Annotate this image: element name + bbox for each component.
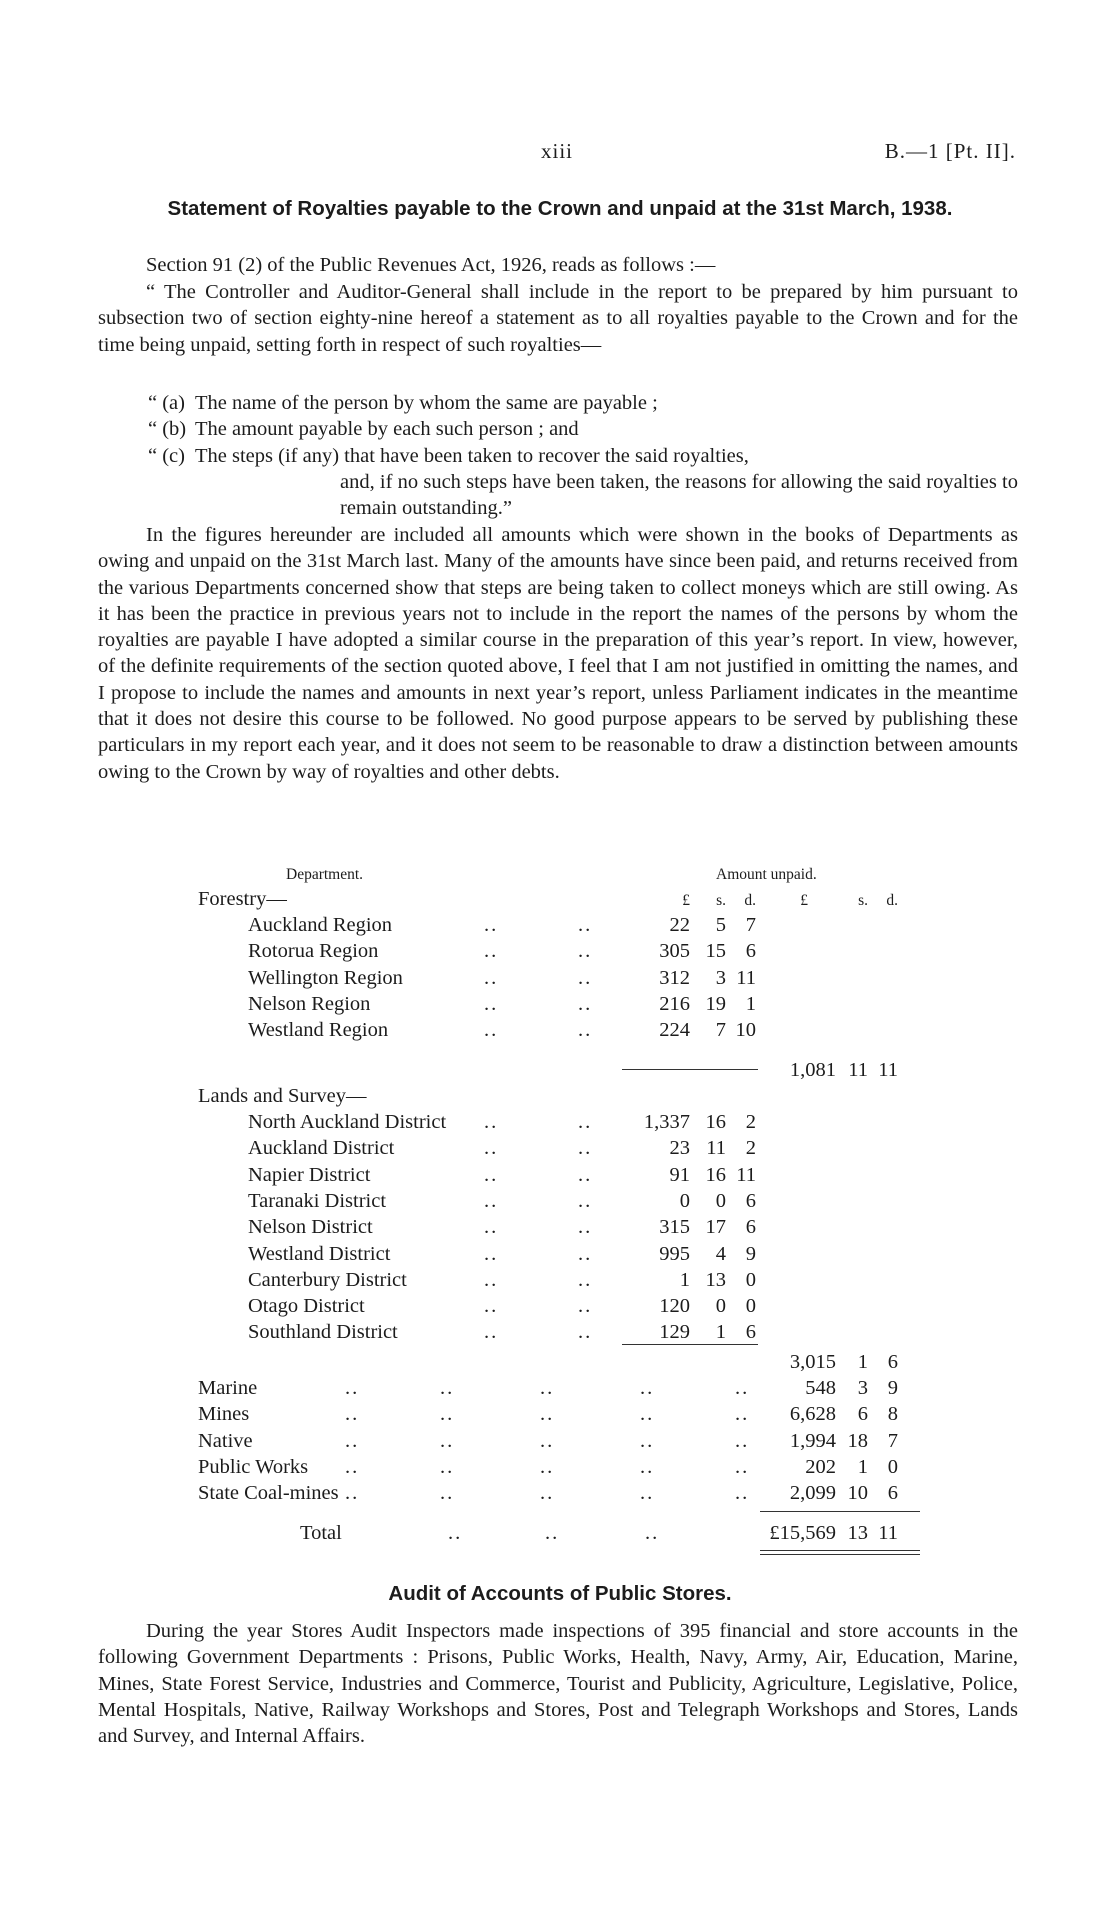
currency-header-shillings: s. <box>716 892 726 909</box>
subtotal-pounds: 1,081 <box>789 1059 836 1081</box>
leader-dots: .. <box>440 1377 455 1399</box>
lands-row <box>0 1216 1114 1242</box>
amount-shillings: 18 <box>847 1429 868 1452</box>
stores-heading: Audit of Accounts of Public Stores. <box>388 1582 732 1605</box>
leader-dots: .. <box>440 1429 455 1452</box>
department-row <box>0 1377 1114 1403</box>
amount-pounds: 312 <box>659 966 690 989</box>
department-name: Nelson Region <box>248 992 371 1015</box>
forestry-row <box>0 940 1114 966</box>
leader-dots: .. <box>645 1522 660 1544</box>
amount-shillings: 3 <box>857 1377 868 1399</box>
leader-dots: .. <box>578 992 593 1015</box>
currency-header-pence: d. <box>744 892 756 909</box>
currency-header-pounds-total: £ <box>800 892 808 909</box>
leader-dots: .. <box>578 1137 593 1160</box>
leader-dots: .. <box>578 1268 593 1291</box>
lands-header-row <box>0 1085 1114 1111</box>
amount-shillings: 3 <box>715 966 726 989</box>
amount-pence: 10 <box>735 1019 756 1042</box>
leader-dots: .. <box>345 1377 360 1399</box>
amount-shillings: 1 <box>857 1455 868 1478</box>
leader-dots: .. <box>484 1137 499 1160</box>
amount-column-header: Amount unpaid. <box>716 866 817 883</box>
leader-dots: .. <box>484 1163 499 1186</box>
amount-pence: 6 <box>745 940 756 963</box>
amount-pence: 6 <box>745 1189 756 1212</box>
leader-dots: .. <box>735 1482 750 1505</box>
leader-dots: .. <box>578 1242 593 1265</box>
department-column-header: Department. <box>286 866 364 883</box>
amount-shillings: 15 <box>705 940 726 963</box>
leader-dots: .. <box>484 1321 499 1344</box>
leader-dots: .. <box>640 1455 655 1478</box>
amount-shillings: 16 <box>705 1111 726 1133</box>
forestry-row <box>0 914 1114 940</box>
lands-label: Lands and Survey— <box>198 1085 367 1107</box>
leader-dots: .. <box>640 1377 655 1399</box>
leader-dots: .. <box>484 1242 499 1265</box>
department-name: Napier District <box>248 1163 371 1186</box>
department-name: Mines <box>198 1403 250 1426</box>
department-name: Taranaki District <box>248 1189 387 1212</box>
total-shillings: 13 <box>847 1522 868 1544</box>
leader-dots: .. <box>540 1482 555 1505</box>
leader-dots: .. <box>440 1403 455 1426</box>
amount-pounds: 305 <box>659 940 690 963</box>
leader-dots: .. <box>484 1189 499 1212</box>
leader-dots: .. <box>578 1111 593 1133</box>
item-text: The name of the person by whom the same are payable ; <box>195 392 658 414</box>
page-title: Statement of Royalties payable to the Crown and unpaid at the 31st March, 1938. <box>167 197 953 220</box>
amount-pence: 0 <box>745 1268 756 1291</box>
total-label: Total <box>300 1522 342 1544</box>
forestry-row <box>0 993 1114 1019</box>
lands-row <box>0 1190 1114 1216</box>
amount-pounds: 120 <box>659 1295 690 1318</box>
lands-subtotal-rule <box>622 1344 758 1345</box>
page-number: xiii <box>540 139 573 163</box>
leader-dots: .. <box>735 1429 750 1452</box>
leader-dots: .. <box>640 1482 655 1505</box>
amount-pounds: 995 <box>659 1242 690 1265</box>
leader-dots: .. <box>484 992 499 1015</box>
leader-dots: .. <box>540 1455 555 1478</box>
department-name: North Auckland District <box>248 1111 447 1133</box>
subtotal-pence: 6 <box>887 1351 898 1373</box>
amount-pounds: 202 <box>805 1455 836 1478</box>
leader-dots: .. <box>640 1403 655 1426</box>
department-name: Otago District <box>248 1295 365 1318</box>
leader-dots: .. <box>440 1455 455 1478</box>
leader-dots: .. <box>484 1295 499 1318</box>
amount-pounds: 22 <box>669 914 690 936</box>
amount-shillings: 6 <box>857 1403 868 1426</box>
item-marker: “ (a) <box>148 392 185 414</box>
amount-pence: 9 <box>887 1377 898 1399</box>
amount-pounds: 129 <box>659 1321 690 1344</box>
leader-dots: .. <box>345 1403 360 1426</box>
amount-shillings: 16 <box>705 1163 726 1186</box>
department-name: Rotorua Region <box>248 940 379 963</box>
department-name: Wellington Region <box>248 966 403 989</box>
item-text <box>195 443 1018 522</box>
item-text: The amount payable by each such person ; and <box>195 418 579 441</box>
amount-shillings: 0 <box>715 1189 726 1212</box>
lands-row <box>0 1137 1114 1163</box>
forestry-label: Forestry— <box>198 888 287 910</box>
quote-text: “ The Controller and Auditor-General shall include in the report to be prepared by him pursuant to subsection two of section eighty-nine hereof a statement as to all royalties payable to the Crown and for the time being unpaid, setting forth in respect of such royalties— <box>98 281 1018 356</box>
lands-row <box>0 1111 1114 1137</box>
lands-row <box>0 1243 1114 1269</box>
leader-dots: .. <box>578 1163 593 1186</box>
amount-pence: 8 <box>887 1403 898 1426</box>
amount-pounds: 6,628 <box>789 1403 836 1426</box>
item-marker: “ (c) <box>148 444 185 467</box>
currency-header-pence-total: d. <box>886 892 898 909</box>
leader-dots: .. <box>540 1377 555 1399</box>
lands-row <box>0 1164 1114 1190</box>
amount-shillings: 11 <box>706 1137 726 1160</box>
leader-dots: .. <box>345 1455 360 1478</box>
quote-item-c <box>148 443 1018 522</box>
department-name: Auckland Region <box>248 914 393 936</box>
stores-paragraph <box>98 1618 1018 1749</box>
amount-pence: 2 <box>745 1111 756 1133</box>
department-row <box>0 1403 1114 1429</box>
forestry-row <box>0 1019 1114 1045</box>
quote-item-b <box>148 416 1018 442</box>
explanation-paragraph <box>98 522 1018 785</box>
item-first-line: The steps (if any) that have been taken to recover the said royalties, <box>195 444 749 467</box>
total-pence: 11 <box>878 1522 898 1544</box>
total-rule-double-1 <box>760 1550 920 1551</box>
intro-paragraph <box>98 252 1018 278</box>
stores-text: During the year Stores Audit Inspectors made inspections of 395 financial and store accounts in the following Government Departments : Prisons, Public Works, Health, Navy, Army, Air, Education, Marine, Mines, State Forest Service, Industries and Commerce, Tourist and Publicity, Agriculture, Legislative, Police, Mental Hospitals, Native, Railway Workshops and Stores, Post and Telegraph Workshops and Stores, Lands and Survey, and Internal Affairs. <box>98 1620 1018 1748</box>
amount-pence: 9 <box>745 1242 756 1265</box>
leader-dots: .. <box>484 966 499 989</box>
lands-row <box>0 1295 1114 1321</box>
total-rule-top <box>760 1511 920 1512</box>
amount-pounds: 1,337 <box>643 1111 690 1133</box>
department-name: Native <box>198 1429 253 1452</box>
quote-items <box>148 390 1018 521</box>
leader-dots: .. <box>735 1455 750 1478</box>
leader-dots: .. <box>484 914 499 936</box>
department-name: Southland District <box>248 1321 398 1344</box>
amount-shillings: 13 <box>705 1268 726 1291</box>
leader-dots: .. <box>735 1377 750 1399</box>
running-head <box>0 139 1114 169</box>
leader-dots: .. <box>484 1216 499 1239</box>
leader-dots: .. <box>484 940 499 963</box>
quoted-section <box>98 279 1018 358</box>
amount-shillings: 5 <box>715 914 726 936</box>
leader-dots: .. <box>578 1189 593 1212</box>
lands-subtotal-row <box>0 1351 1114 1377</box>
leader-dots: .. <box>578 1321 593 1344</box>
leader-dots: .. <box>484 1019 499 1042</box>
leader-dots: .. <box>578 966 593 989</box>
leader-dots: .. <box>578 1019 593 1042</box>
subtotal-pence: 11 <box>878 1059 898 1081</box>
currency-header-pounds: £ <box>682 892 690 909</box>
amount-shillings: 1 <box>715 1321 726 1344</box>
lands-row <box>0 1321 1114 1347</box>
department-name: Westland District <box>248 1242 391 1265</box>
amount-pence: 0 <box>745 1295 756 1318</box>
intro-text: Section 91 (2) of the Public Revenues Act, 1926, reads as follows :— <box>146 254 716 276</box>
amount-pounds: 1,994 <box>789 1429 836 1452</box>
leader-dots: .. <box>545 1522 560 1544</box>
leader-dots: .. <box>578 914 593 936</box>
department-name: Canterbury District <box>248 1268 407 1291</box>
forestry-header-row <box>0 888 1114 914</box>
amount-shillings: 7 <box>715 1019 726 1042</box>
leader-dots: .. <box>345 1429 360 1452</box>
amount-shillings: 0 <box>715 1295 726 1318</box>
currency-header-shillings-total: s. <box>858 892 868 909</box>
department-row <box>0 1456 1114 1482</box>
subtotal-shillings: 11 <box>848 1059 868 1081</box>
forestry-row <box>0 967 1114 993</box>
leader-dots: .. <box>484 1268 499 1291</box>
amount-pence: 7 <box>887 1429 898 1452</box>
leader-dots: .. <box>484 1111 499 1133</box>
leader-dots: .. <box>735 1403 750 1426</box>
item-marker: “ (b) <box>148 418 187 441</box>
department-name: Auckland District <box>248 1137 395 1160</box>
amount-pounds: 2,099 <box>789 1482 836 1505</box>
forestry-subtotal-row <box>0 1059 1114 1085</box>
amount-pence: 6 <box>745 1321 756 1344</box>
amount-pence: 6 <box>745 1216 756 1239</box>
amount-pounds: 1 <box>679 1268 690 1291</box>
amount-pence: 11 <box>736 1163 756 1186</box>
amount-pounds: 91 <box>669 1163 690 1186</box>
subtotal-shillings: 1 <box>857 1351 868 1373</box>
leader-dots: .. <box>345 1482 360 1505</box>
amount-shillings: 4 <box>715 1242 726 1265</box>
leader-dots: .. <box>540 1403 555 1426</box>
leader-dots: .. <box>540 1429 555 1452</box>
department-name: Nelson District <box>248 1216 373 1239</box>
document-reference: B.—1 [Pt. II]. <box>884 139 1016 163</box>
amount-shillings: 17 <box>705 1216 726 1239</box>
department-row <box>0 1482 1114 1508</box>
total-pounds: £15,569 <box>769 1522 836 1544</box>
department-name: Westland Region <box>248 1019 389 1042</box>
leader-dots: .. <box>640 1429 655 1452</box>
total-row <box>0 1522 1114 1548</box>
amount-pence: 7 <box>745 914 756 936</box>
amount-pence: 1 <box>745 992 756 1015</box>
amount-pounds: 548 <box>805 1377 836 1399</box>
amount-pence: 0 <box>887 1455 898 1478</box>
total-rule-double-2 <box>760 1554 920 1555</box>
amount-pounds: 216 <box>659 992 690 1015</box>
department-name: Public Works <box>198 1455 309 1478</box>
amount-pence: 11 <box>736 966 756 989</box>
quote-item-a <box>148 390 1018 416</box>
amount-shillings: 19 <box>705 992 726 1015</box>
leader-dots: .. <box>448 1522 463 1544</box>
amount-pounds: 315 <box>659 1216 690 1239</box>
leader-dots: .. <box>440 1482 455 1505</box>
amount-pence: 2 <box>745 1137 756 1160</box>
amount-pence: 6 <box>887 1482 898 1505</box>
leader-dots: .. <box>578 940 593 963</box>
item-continuation: and, if no such steps have been taken, the reasons for allowing the said royalties to remain outstanding.” <box>340 470 1018 520</box>
leader-dots: .. <box>578 1295 593 1318</box>
leader-dots: .. <box>578 1216 593 1239</box>
explanation-text: In the figures hereunder are included all amounts which were shown in the books of Departments as owing and unpaid on the 31st March last. Many of the amounts have since been paid, and returns received from the various Departments concerned show that steps are being taken to collect moneys which are still owing. As it has been the practice in previous years not to include in the report the names of the persons by whom the royalties are payable I have adopted a similar course in the preparation of this year’s report. In view, however, of the definite requirements of the section quoted above, I feel that I am not justified in omitting the names, and I propose to include the names and amounts in next year’s report, unless Parliament indicates in the meantime that it does not desire this course to be followed. No good purpose appears to be served by publishing these particulars in my report each year, and it does not seem to be reasonable to draw a distinction between amounts owing to the Crown by way of royalties and other debts. <box>98 524 1018 783</box>
amount-pounds: 23 <box>669 1137 690 1160</box>
amount-pounds: 224 <box>659 1019 690 1042</box>
department-name: Marine <box>198 1377 258 1399</box>
department-row <box>0 1430 1114 1456</box>
amount-shillings: 10 <box>847 1482 868 1505</box>
subtotal-pounds: 3,015 <box>789 1351 836 1373</box>
lands-row <box>0 1269 1114 1295</box>
department-name: State Coal-mines <box>198 1482 339 1505</box>
amount-pounds: 0 <box>679 1189 690 1212</box>
